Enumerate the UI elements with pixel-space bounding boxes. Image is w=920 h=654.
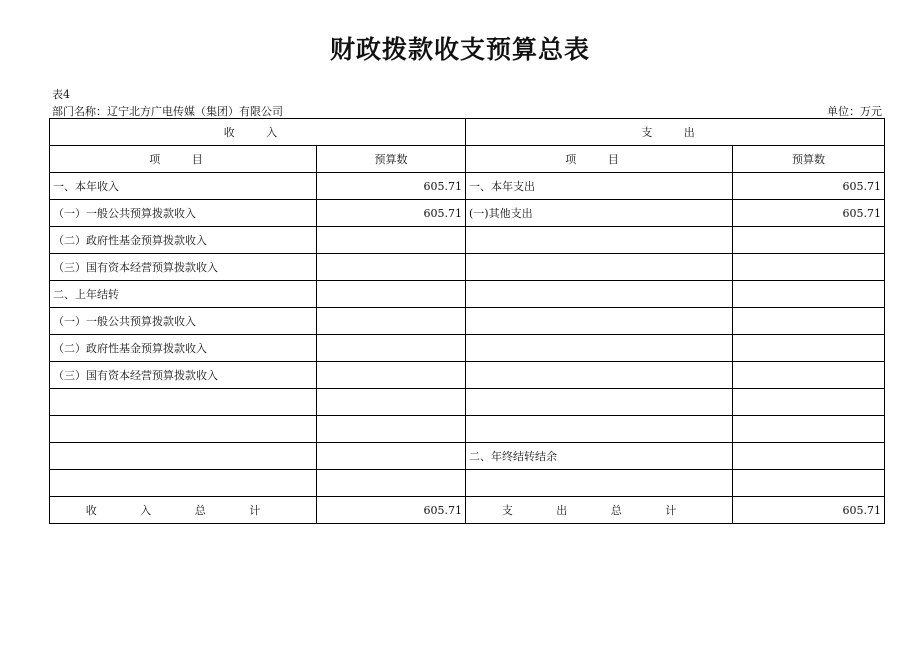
expense-item-cell	[466, 281, 733, 308]
expense-item-cell	[466, 335, 733, 362]
table-row	[50, 362, 885, 389]
income-value-cell	[317, 335, 466, 362]
income-value-cell: 605.71	[317, 173, 466, 200]
income-item-cell: 一、本年收入	[50, 173, 317, 200]
expense-item-cell	[466, 254, 733, 281]
income-total-value: 605.71	[317, 497, 466, 524]
table-row	[50, 254, 885, 281]
expense-item-cell	[466, 470, 733, 497]
income-value-cell	[317, 254, 466, 281]
income-value-cell	[317, 227, 466, 254]
table-row	[50, 416, 885, 443]
table-row	[50, 200, 885, 227]
income-section-header: 收 入	[50, 119, 466, 146]
income-item-cell: （二）政府性基金预算拨款收入	[50, 335, 317, 362]
income-budget-header: 预算数	[317, 146, 466, 173]
expense-value-cell: 605.71	[733, 173, 885, 200]
income-item-header: 项 目	[50, 146, 317, 173]
expense-item-cell	[466, 416, 733, 443]
expense-item-cell: 二、年终结转结余	[466, 443, 733, 470]
income-value-cell	[317, 389, 466, 416]
expense-budget-header: 预算数	[733, 146, 885, 173]
table-row	[50, 470, 885, 497]
income-item-cell	[50, 470, 317, 497]
expense-value-cell	[733, 254, 885, 281]
expense-item-cell	[466, 308, 733, 335]
income-value-cell	[317, 416, 466, 443]
income-item-cell	[50, 443, 317, 470]
income-item-cell	[50, 416, 317, 443]
income-item-cell: 二、上年结转	[50, 281, 317, 308]
income-value-cell	[317, 362, 466, 389]
income-item-cell	[50, 389, 317, 416]
table-row	[50, 227, 885, 254]
expense-value-cell	[733, 443, 885, 470]
expense-item-cell	[466, 389, 733, 416]
income-item-cell: （二）政府性基金预算拨款收入	[50, 227, 317, 254]
table-row	[50, 281, 885, 308]
table-row	[50, 308, 885, 335]
expense-item-cell	[466, 227, 733, 254]
expense-value-cell	[733, 308, 885, 335]
income-total-label: 收 入 总 计	[50, 497, 317, 524]
expense-value-cell	[733, 470, 885, 497]
expense-item-cell: (一)其他支出	[466, 200, 733, 227]
unit-label: 单位：万元	[827, 105, 882, 118]
income-value-cell	[317, 281, 466, 308]
table-footer	[50, 497, 885, 524]
expense-value-cell	[733, 416, 885, 443]
expense-item-cell: 一、本年支出	[466, 173, 733, 200]
table-row	[50, 335, 885, 362]
expense-value-cell	[733, 335, 885, 362]
table-row	[50, 443, 885, 470]
table-row	[50, 173, 885, 200]
expense-section-header: 支 出	[466, 119, 885, 146]
income-value-cell	[317, 308, 466, 335]
income-value-cell	[317, 443, 466, 470]
income-item-cell: （一）一般公共预算拨款收入	[50, 200, 317, 227]
expense-total-label: 支 出 总 计	[466, 497, 733, 524]
budget-table	[49, 118, 885, 524]
expense-value-cell	[733, 227, 885, 254]
page-title: 财政拨款收支预算总表	[329, 35, 590, 64]
expense-value-cell	[733, 281, 885, 308]
income-value-cell	[317, 470, 466, 497]
expense-item-cell	[466, 362, 733, 389]
income-item-cell: （一）一般公共预算拨款收入	[50, 308, 317, 335]
table-row	[50, 389, 885, 416]
expense-value-cell: 605.71	[733, 200, 885, 227]
income-value-cell: 605.71	[317, 200, 466, 227]
table-body	[50, 173, 885, 497]
expense-item-header: 项 目	[466, 146, 733, 173]
table-header	[50, 119, 885, 173]
expense-value-cell	[733, 389, 885, 416]
expense-value-cell	[733, 362, 885, 389]
expense-total-value: 605.71	[733, 497, 885, 524]
income-item-cell: （三）国有资本经营预算拨款收入	[50, 362, 317, 389]
income-item-cell: （三）国有资本经营预算拨款收入	[50, 254, 317, 281]
department-name: 部门名称：辽宁北方广电传媒（集团）有限公司	[52, 105, 283, 118]
table-number: 表4	[52, 88, 70, 101]
